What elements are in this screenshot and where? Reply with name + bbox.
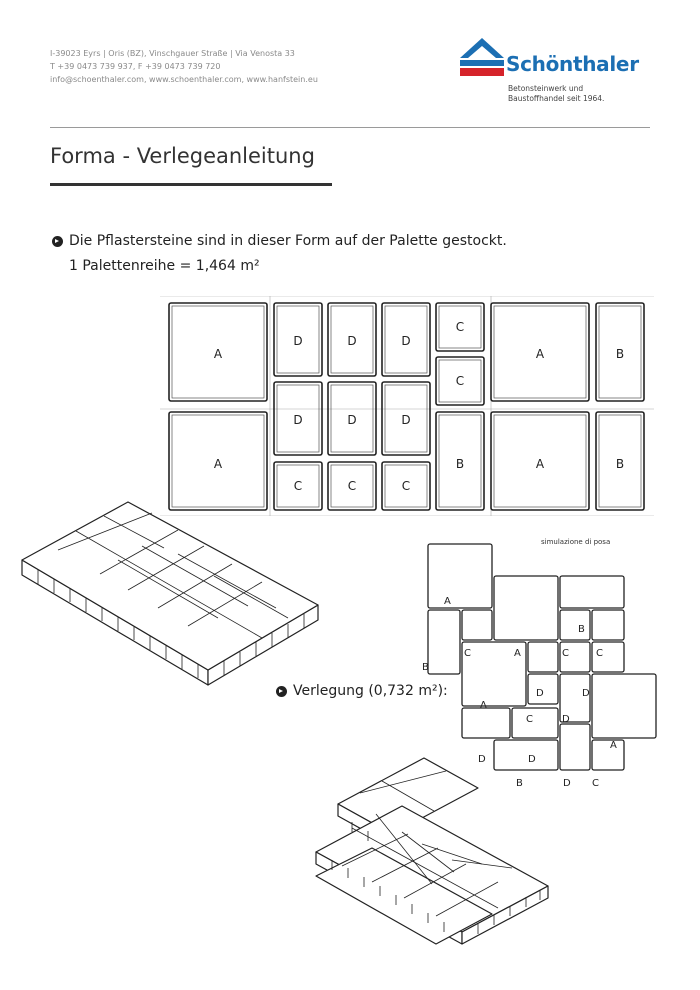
pallet-bullet (52, 233, 507, 249)
stone-label: A (535, 347, 545, 361)
pattern-label: A (480, 700, 487, 711)
stone-label: D (347, 334, 357, 348)
pattern-label: A (514, 648, 521, 659)
stone-label: D (401, 413, 411, 427)
pallet-text: Die Pflastersteine sind in dieser Form auf der Palette gestockt. (69, 233, 507, 249)
address-line: I-39023 Eyrs | Oris (BZ), Vinschgauer Straße | Via Venosta 33 (50, 49, 295, 58)
stone-label: B (615, 347, 625, 361)
company-tagline (508, 84, 604, 104)
pattern-label: C (592, 778, 599, 789)
web-line: info@schoenthaler.com, www.schoenthaler.com, www.hanfstein.eu (50, 75, 318, 84)
title-underline (50, 183, 332, 186)
stone-label: A (535, 457, 545, 471)
laying-bullet (276, 683, 448, 699)
stone-label: C (455, 320, 465, 334)
pattern-label: D (478, 754, 486, 765)
pattern-label: B (578, 624, 585, 635)
pattern-label: C (464, 648, 471, 659)
stone-label: D (293, 334, 303, 348)
isometric-pallet-illustration (18, 500, 328, 690)
stone-label: A (213, 347, 223, 361)
header-divider (50, 127, 650, 128)
page-title: Forma - Verlegeanleitung (50, 144, 315, 168)
stone-label: C (401, 479, 411, 493)
stone-label: B (615, 457, 625, 471)
pallet-layout-diagram (160, 296, 654, 516)
pattern-label: B (516, 778, 523, 789)
logo-wordmark: Schönthaler (506, 52, 639, 76)
arrow-bullet-icon (52, 236, 63, 247)
tagline-line1: Betonsteinwerk und (508, 84, 584, 93)
stone-label: A (213, 457, 223, 471)
pattern-label: A (444, 596, 451, 607)
tagline-line2: Baustoffhandel seit 1964. (508, 94, 605, 103)
laying-text: Verlegung (0,732 m²): (293, 683, 448, 699)
isometric-laying-illustration (312, 756, 562, 956)
pattern-label: C (596, 648, 603, 659)
stone-label: C (293, 479, 303, 493)
stone-label: C (347, 479, 357, 493)
stone-label: C (455, 374, 465, 388)
phone-line: T +39 0473 739 937, F +39 0473 739 720 (50, 62, 221, 71)
pattern-label: D (562, 714, 570, 725)
simulation-label: simulazione di posa (541, 538, 611, 546)
house-logo-icon (458, 36, 508, 80)
stone-label: D (347, 413, 357, 427)
arrow-bullet-icon (276, 686, 287, 697)
pattern-label: C (562, 648, 569, 659)
stone-label: D (401, 334, 411, 348)
pallet-area: 1 Palettenreihe = 1,464 m² (69, 258, 260, 274)
laying-pattern-simulation (418, 540, 658, 790)
pattern-label: D (536, 688, 544, 699)
contact-info (50, 47, 318, 86)
pattern-label: D (563, 778, 571, 789)
pattern-label: C (526, 714, 533, 725)
pattern-label: A (610, 740, 617, 751)
pattern-label: D (582, 688, 590, 699)
stone-label: D (293, 413, 303, 427)
pattern-label: D (528, 754, 536, 765)
pattern-label: B (422, 662, 429, 673)
stone-label: B (455, 457, 465, 471)
